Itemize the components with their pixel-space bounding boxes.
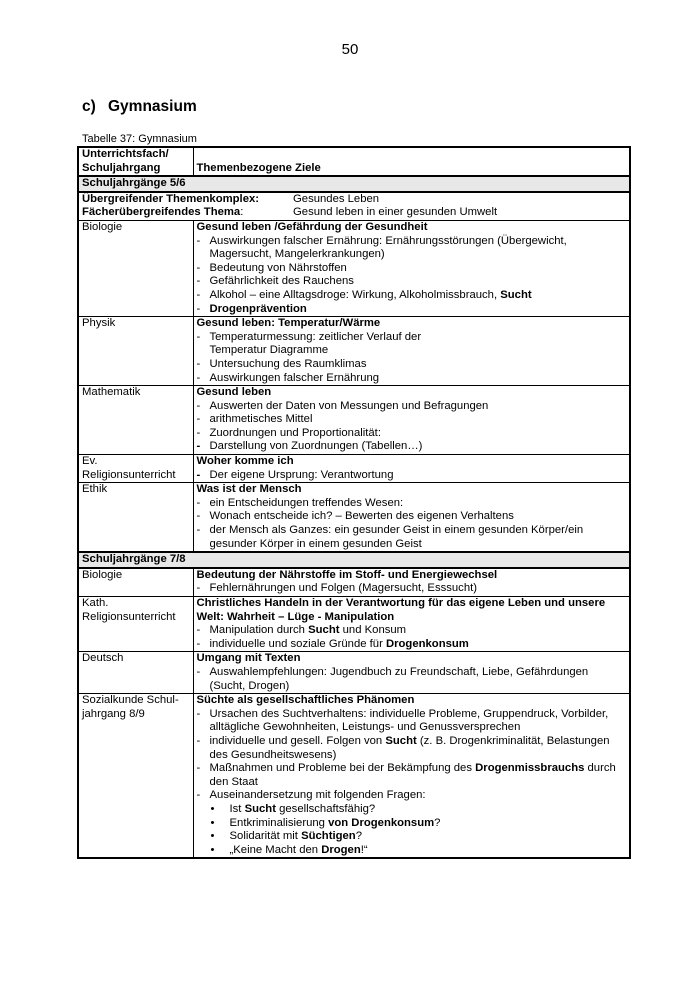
goal-title: Christliches Handeln in der Verantwortung für das eigene Leben und unsere Welt: Wahrheit – Lüge - Manipulation xyxy=(196,597,606,623)
goal-title: Gesund leben xyxy=(196,386,272,399)
section-label: c) xyxy=(82,98,96,115)
theme-komplex-value: Gesundes Leben xyxy=(293,192,380,205)
table-row xyxy=(78,652,630,694)
list-item: - Auswirkungen falscher Ernährung xyxy=(196,371,380,384)
goal-title: Süchte als gesellschaftliches Phänomen xyxy=(196,694,415,707)
list-item: - Fehlernährungen und Folgen (Magersucht, Esssucht) xyxy=(196,582,478,595)
list-item: - Untersuchung des Raumklimas xyxy=(196,357,367,370)
header-subject-line2: Schuljahrgang xyxy=(82,161,161,174)
list-item: - individuelle und gesell. Folgen von Sucht (z. B. Drogenkriminalität, Belastungen des Gesundheitswesens) xyxy=(196,734,610,761)
group-title-5-6: Schuljahrgänge 5/6 xyxy=(78,176,630,192)
table-row xyxy=(78,386,630,455)
gymnasium-table xyxy=(77,146,631,859)
subject-cell: Mathematik xyxy=(78,386,193,455)
goal-title: Umgang mit Texten xyxy=(196,652,301,665)
section-title: Gymnasium xyxy=(108,98,197,115)
goals-cell xyxy=(193,568,630,597)
table-caption: Tabelle 37: Gymnasium xyxy=(82,133,197,145)
list-item: - Wonach entscheide ich? – Bewerten des eigenen Verhaltens xyxy=(196,510,514,523)
group-title-7-8: Schuljahrgänge 7/8 xyxy=(78,552,630,568)
list-item: - Gefährlichkeit des Rauchens xyxy=(196,275,354,288)
table-row xyxy=(78,597,630,652)
subject-cell: Biologie xyxy=(78,220,193,316)
list-item: - Bedeutung von Nährstoffen xyxy=(196,261,347,274)
table-row xyxy=(78,317,630,386)
goals-cell xyxy=(193,694,630,859)
goal-title: Bedeutung der Nährstoffe im Stoff- und Energiewechsel xyxy=(196,568,498,581)
list-item: - Ursachen des Suchtverhaltens: individuelle Probleme, Gruppendruck, Vorbilder, alltägliche Gewohnheiten, Leistungs- und Genussversprechen xyxy=(196,707,609,734)
goal-title: Gesund leben /Gefährdung der Gesundheit xyxy=(196,220,428,233)
table-row xyxy=(78,483,630,552)
table-row xyxy=(78,455,630,483)
bullet-item: • Solidarität mit Süchtigen? xyxy=(210,830,362,843)
theme-thema-value: Gesund leben in einer gesunden Umwelt xyxy=(293,206,498,219)
section-heading xyxy=(82,98,197,116)
list-item: - der Mensch als Ganzes: ein gesunder Geist in einem gesunden Körper/ein gesunder Körper in einem gesunden Geist xyxy=(196,524,584,550)
table-row xyxy=(78,568,630,597)
list-item: - Zuordnungen und Proportionalität: xyxy=(196,426,381,439)
goal-title: Was ist der Mensch xyxy=(196,483,302,496)
goals-cell xyxy=(193,597,630,652)
list-item: - ein Entscheidungen treffendes Wesen: xyxy=(196,496,404,509)
page-number: 50 xyxy=(341,41,359,58)
bullet-item: • Ist Sucht gesellschaftsfähig? xyxy=(210,802,376,815)
goals-cell xyxy=(193,455,630,483)
bullet-item: • „Keine Macht den Drogen!“ xyxy=(210,843,368,856)
section-row xyxy=(78,552,630,568)
subject-cell: Kath. Religionsunterricht xyxy=(78,597,193,652)
goal-title: Gesund leben: Temperatur/Wärme xyxy=(196,317,381,330)
subject-cell: Deutsch xyxy=(78,652,193,694)
subject-cell: Ev. Religionsunterricht xyxy=(78,455,193,483)
theme-komplex-line xyxy=(82,193,626,207)
goals-cell xyxy=(193,317,630,386)
table-row xyxy=(78,694,630,859)
list-item: - Drogenprävention xyxy=(196,302,307,315)
list-item: - Alkohol – eine Alltagsdroge: Wirkung, Alkoholmissbrauch, Sucht xyxy=(196,288,532,301)
subject-cell: Physik xyxy=(78,317,193,386)
goals-cell xyxy=(193,220,630,316)
subject-cell: Biologie xyxy=(78,568,193,597)
list-item: - Manipulation durch Sucht und Konsum xyxy=(196,624,407,637)
subject-cell: Ethik xyxy=(78,483,193,552)
theme-row xyxy=(78,192,630,221)
bullet-item: • Entkriminalisierung von Drogenkonsum? xyxy=(210,816,441,829)
list-item: - Temperaturmessung: zeitlicher Verlauf der Temperatur Diagramme xyxy=(196,330,422,357)
subject-cell: Sozialkunde Schul- jahrgang 8/9 xyxy=(78,694,193,859)
table-header-row xyxy=(78,147,630,176)
list-item: - Auseinandersetzung mit folgenden Fragen: xyxy=(196,789,426,802)
goals-cell xyxy=(193,652,630,694)
list-item: - Auswerten der Daten von Messungen und Befragungen xyxy=(196,399,489,412)
header-subject-cell xyxy=(78,147,193,176)
list-item: - arithmetisches Mittel xyxy=(196,413,313,426)
section-row xyxy=(78,176,630,192)
list-item: - Auswirkungen falscher Ernährung: Ernährungsstörungen (Übergewicht, Magersucht, Mangelerkrankungen) xyxy=(196,234,567,261)
header-goals-cell: Themenbezogene Ziele xyxy=(193,147,630,176)
list-item: - Der eigene Ursprung: Verantwortung xyxy=(196,468,394,481)
list-item: - Darstellung von Zuordnungen (Tabellen…) xyxy=(196,440,423,453)
theme-thema-line xyxy=(82,206,626,220)
theme-cell xyxy=(78,192,630,221)
goals-cell xyxy=(193,483,630,552)
goal-title: Woher komme ich xyxy=(196,455,294,468)
theme-thema-label: Fächerübergreifendes Thema: xyxy=(82,206,244,219)
header-subject-line1: Unterrichtsfach/ xyxy=(82,148,169,160)
theme-komplex-label: Übergreifender Themenkomplex: xyxy=(82,192,260,205)
list-item: - Auswahlempfehlungen: Jugendbuch zu Freundschaft, Liebe, Gefährdungen (Sucht, Drogen) xyxy=(196,665,589,692)
list-item: - individuelle und soziale Gründe für Drogenkonsum xyxy=(196,637,469,650)
table-row xyxy=(78,220,630,316)
list-item: - Maßnahmen und Probleme bei der Bekämpfung des Drogenmissbrauchs durch den Staat xyxy=(196,762,616,788)
goals-cell xyxy=(193,386,630,455)
